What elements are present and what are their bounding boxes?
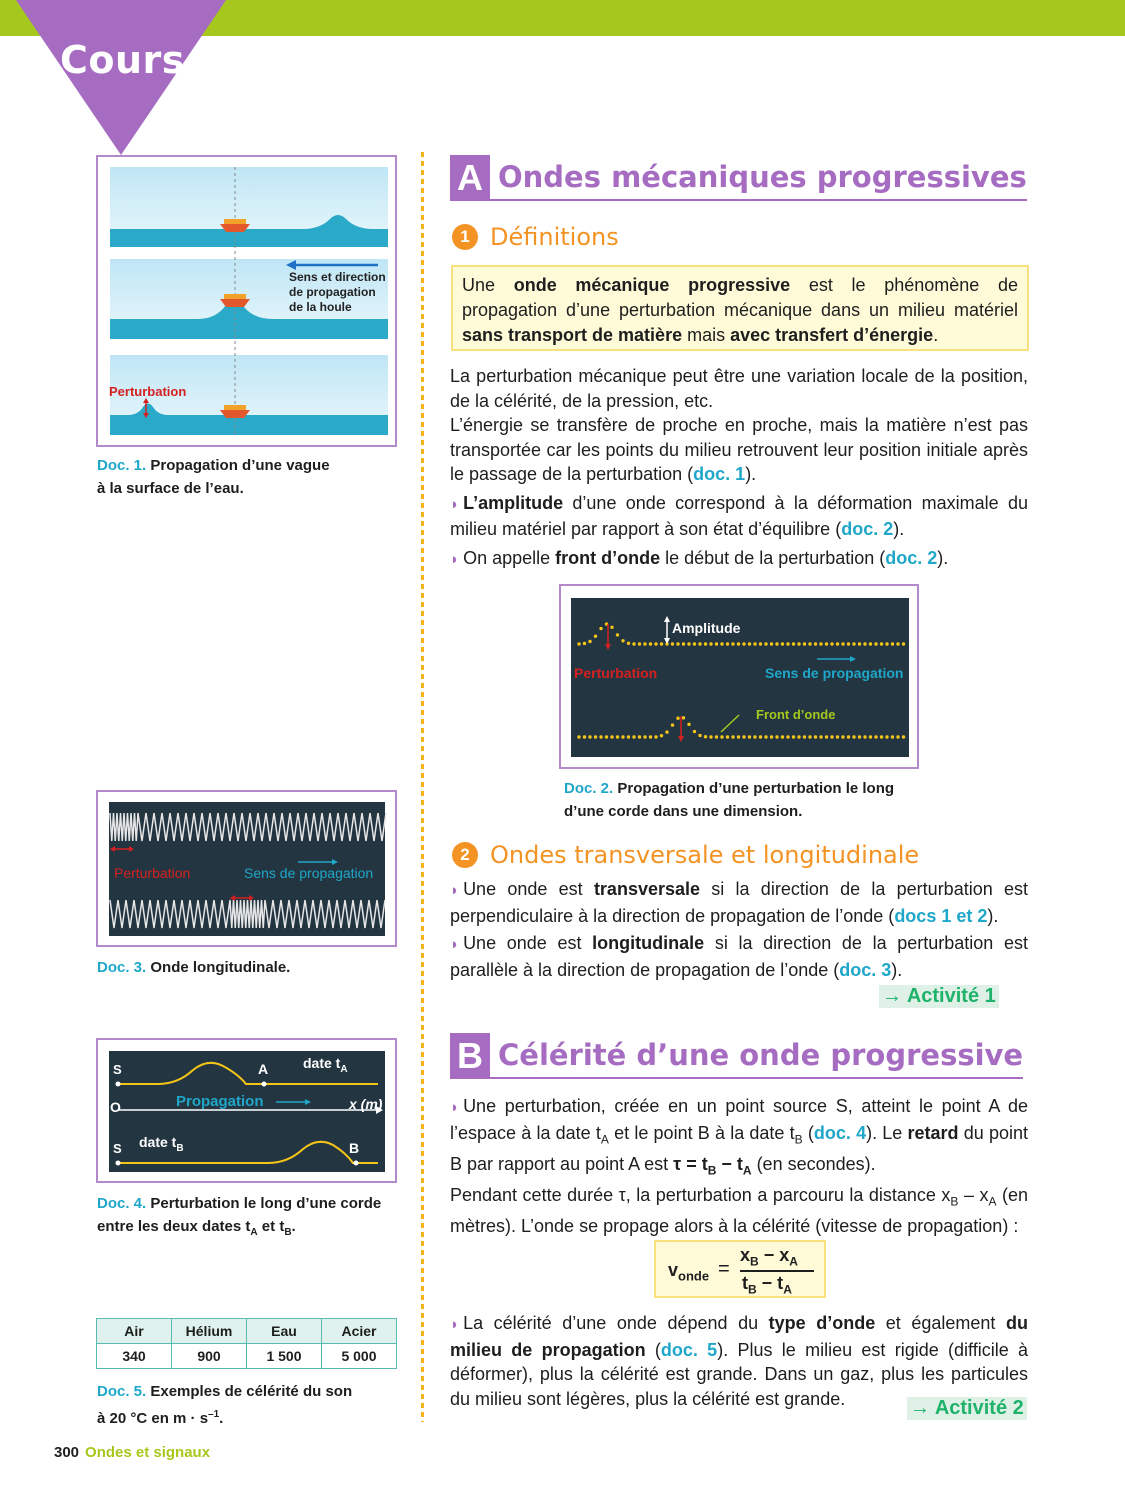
page-number: 300 (54, 1444, 80, 1461)
bullet-icon: ◗ (450, 936, 460, 953)
table-header-cell: Acier (322, 1319, 397, 1344)
doc2-label-sens: Sens de propagation (765, 665, 904, 681)
doc2-caption: Doc. 2. Propagation d’une perturbation le long d’une corde dans une dimension. (564, 780, 895, 820)
doc1-label-direction: Sens et direction de propagation de la houle (289, 270, 386, 314)
doc4-date-a: date $t_A$ (303, 1055, 348, 1075)
doc3-label-sens: Sens de propagation (244, 865, 374, 881)
doc4-origin: O (110, 1099, 121, 1115)
section-b-heading (450, 1033, 1023, 1079)
doc4-s-top: S (113, 1062, 122, 1077)
bullet-icon: ◗ (450, 1099, 460, 1116)
activity-1-link[interactable]: → Activité 1 (879, 985, 999, 1008)
table-cell: 340 (97, 1344, 172, 1369)
table-header-cell: Eau (247, 1319, 322, 1344)
celerity-formula: $v_{onde}$ = $x_B - x_A$ $t_B - t_A$ (654, 1240, 826, 1298)
doc2-label-amplitude: Amplitude (672, 620, 741, 636)
subsection-1-heading (452, 222, 619, 252)
table-row (97, 1319, 397, 1344)
paragraph-medium: ◗ La célérité d’une onde dépend du type d’onde et également du milieu de propagation (doc. 5). Plus le milieu est rigide (difficile à déformer), plus la célérité est grande. Dans un gaz, plus les particules du milieu sont légères, plus la célérité est grande. (450, 1313, 1029, 1409)
section-a-heading (450, 155, 1027, 201)
doc3-caption: Doc. 3. Onde longitudinale. (97, 959, 291, 976)
table-row (97, 1344, 397, 1369)
doc4-propagation: Propagation (176, 1093, 264, 1110)
doc4-s-bottom: S (113, 1141, 122, 1156)
section-a-title: Ondes mécaniques progressives (490, 155, 1027, 201)
doc4-caption: Doc. 4. Perturbation le long d’une corde entre les deux dates $t_A$ et $t_B$. (97, 1195, 382, 1238)
subsection-2-title: Ondes transversale et longitudinale (490, 841, 920, 869)
bullet-icon: ◗ (450, 550, 460, 568)
definition-box: Une onde mécanique progressive est le phénomène de propagation d’une perturbation mécanique dans un milieu matériel sans transport de matière mais avec transfert d’énergie. (451, 265, 1029, 351)
bullet-icon: ◗ (450, 495, 460, 513)
doc4-x-axis: x (m) (349, 1096, 383, 1112)
cours-badge: Cours (60, 38, 185, 82)
doc5-caption: Doc. 5. Exemples de célérité du son à 20 °C en $m \cdot s^{-1}$. (97, 1383, 353, 1427)
doc4-date-b: date $t_B$ (139, 1134, 184, 1154)
table-cell: 900 (172, 1344, 247, 1369)
doc2-label-front: Front d’onde (756, 707, 836, 722)
table-header-cell: Air (97, 1319, 172, 1344)
bullet-icon: ◗ (450, 1316, 460, 1333)
section-b-letter: B (450, 1033, 490, 1079)
bullet-icon: ◗ (450, 882, 460, 899)
column-divider (421, 152, 424, 1422)
paragraph-wave-types: ◗ Une onde est transversale si la direction de la perturbation est perpendiculaire à la direction de propagation de l’onde (docs 1 et 2). ◗ Une onde est longitudinale si la direction de la perturbation est parallèle à la direction de propagation de l’onde (doc. 3). (450, 879, 1029, 980)
paragraph-perturbation: La perturbation mécanique peut être une variation locale de la position, de la célérité, de la pression, etc. L’énergie se transfère de proche en proche, mais la matière n’est pas transportée car les points du milieu retrouvent leur position initiale après le passage de la perturbation (doc. 1). ◗ L’amplitude d’une onde correspond à la déformation maximale du milieu matériel par rapport à son état d’équilibre (doc. 2). ◗ On appelle front d’onde le début de la perturbation (doc. 2). (450, 366, 1028, 568)
doc2-label-perturbation: Perturbation (574, 665, 658, 681)
doc5-table (96, 1318, 397, 1369)
doc4-point-a: A (258, 1061, 269, 1077)
doc1-label-perturbation: Perturbation (109, 384, 187, 399)
subsection-1-title: Définitions (490, 223, 619, 251)
page-footer (54, 1444, 210, 1461)
table-header-cell: Hélium (172, 1319, 247, 1344)
chapter-name: Ondes et signaux (85, 1444, 211, 1461)
table-cell: 1 500 (247, 1344, 322, 1369)
doc1-caption: Doc. 1. Propagation d’une vague à la surface de l’eau. (97, 457, 330, 497)
section-a-letter: A (450, 155, 490, 201)
activity-2-link[interactable]: → Activité 2 (907, 1397, 1027, 1420)
subsection-1-number: 1 (452, 224, 478, 250)
subsection-2-number: 2 (452, 842, 478, 868)
doc3-label-perturbation: Perturbation (114, 865, 191, 881)
table-cell: 5 000 (322, 1344, 397, 1369)
subsection-2-heading (452, 840, 919, 870)
doc4-point-b: B (349, 1140, 360, 1156)
paragraph-celerity: ◗ Une perturbation, créée en un point source S, atteint le point A de l’espace à la date $t_A$ et le point B à la date $t_B$ (doc. 4). Le retard du point B par rapport au point A est $\tau = t_B - t_A$ (en secondes). Pendant cette durée τ, la perturbation a parcouru la distance $x_B - x_A$ (en mètres). L’onde se propage alors à la célérité (vitesse de propagation) : (450, 1096, 1029, 1236)
section-b-title: Célérité d’une onde progressive (490, 1033, 1023, 1079)
